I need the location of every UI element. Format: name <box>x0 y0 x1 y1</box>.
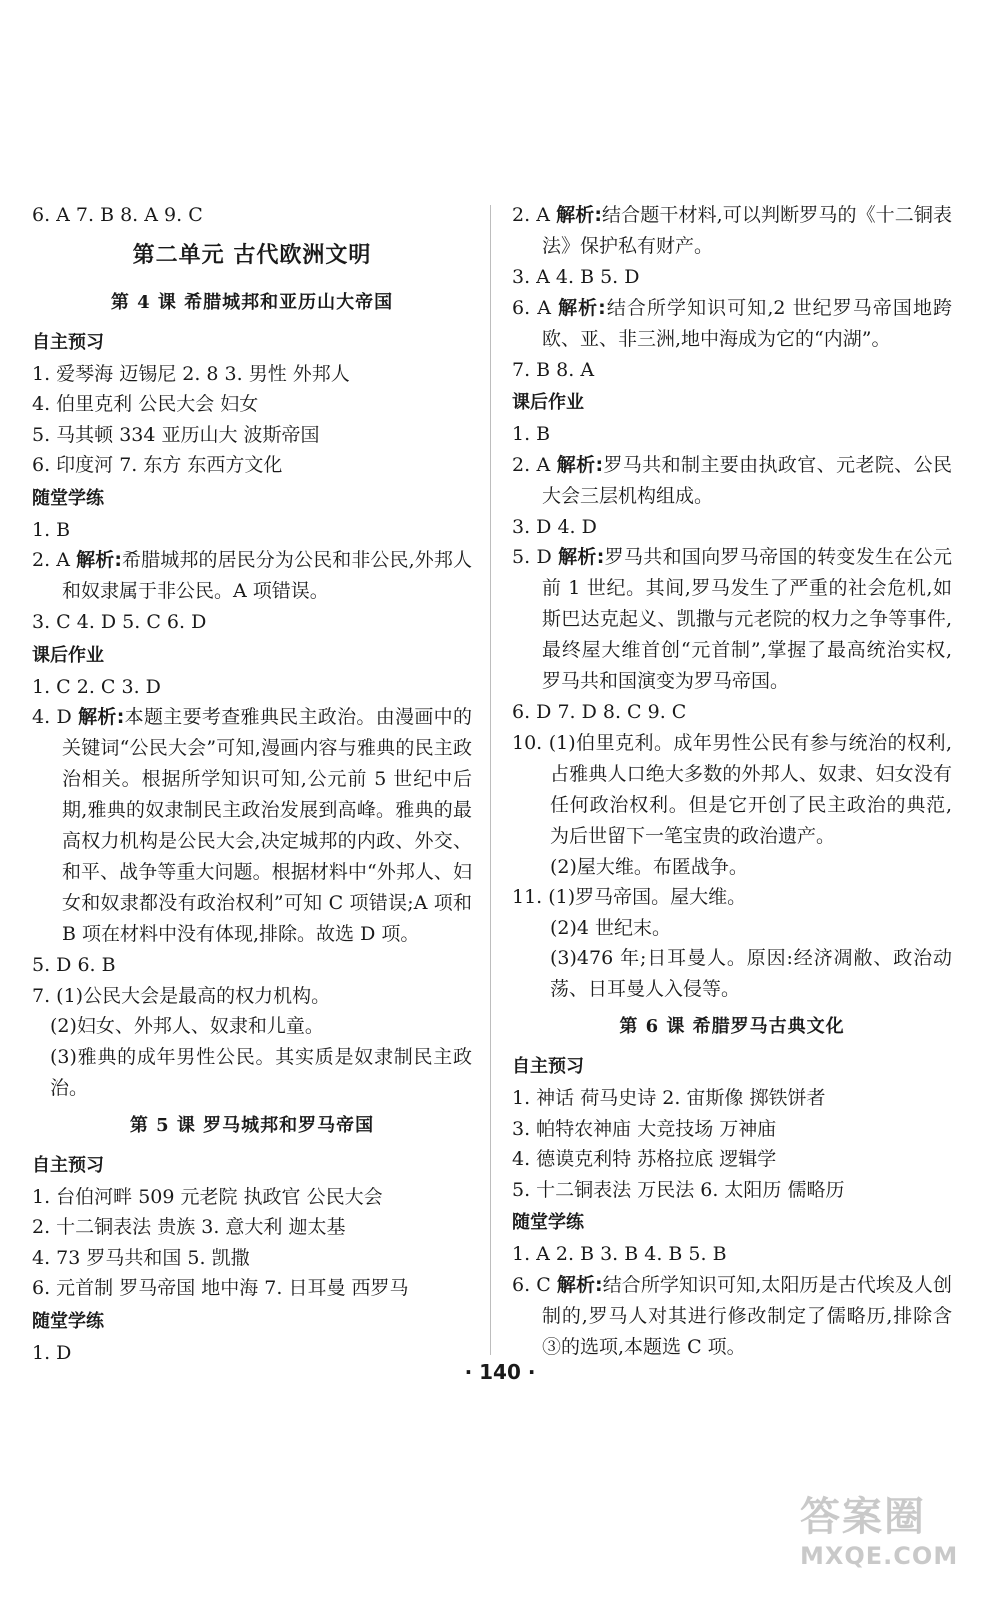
answer-line: 1. 神话 荷马史诗 2. 宙斯像 掷铁饼者 <box>512 1087 826 1109</box>
column-divider <box>490 205 491 1355</box>
answer-prefix: 2. A <box>512 204 557 226</box>
unit-title: 第二单元 古代欧洲文明 <box>132 242 372 268</box>
answer-subline: (2)屋大维。布匿战争。 <box>550 855 748 878</box>
explanation-label: 解析: <box>558 296 606 319</box>
explanation-text: 罗马共和制主要由执政官、元老院、公民大会三层机构组成。 <box>542 453 952 507</box>
answer-line: 3. D 4. D <box>512 515 597 538</box>
section-heading-preview: 自主预习 <box>32 1154 104 1176</box>
answer-line: 6. D 7. D 8. C 9. C <box>512 701 687 723</box>
answer-line: 11. (1)罗马帝国。屋大维。 <box>512 886 747 908</box>
section-heading-preview: 自主预习 <box>512 1056 584 1077</box>
answer-line: 4. 德谟克利特 苏格拉底 逻辑学 <box>512 1148 777 1170</box>
answer-subline: (2)4 世纪末。 <box>550 916 672 939</box>
explanation-label: 解析: <box>556 204 602 226</box>
answer-prefix: 6. C <box>512 1273 557 1296</box>
explanation-label: 解析: <box>78 706 125 728</box>
answer-explanation <box>512 1270 952 1363</box>
answer-line: 6. 元首制 罗马帝国 地中海 7. 日耳曼 西罗马 <box>32 1277 409 1299</box>
answer-line: 6. A 7. B 8. A 9. C <box>32 204 203 226</box>
answer-line: 3. C 4. D 5. C 6. D <box>32 611 207 633</box>
explanation-label: 解析: <box>558 546 605 568</box>
answer-line: 1. B <box>32 518 71 541</box>
answer-line: 1. B <box>512 423 551 445</box>
answer-prefix: 2. A <box>32 549 77 571</box>
explanation-text: 结合所学知识可知,2 世纪罗马帝国地跨欧、亚、非三洲,地中海成为它的“内湖”。 <box>542 296 953 350</box>
section-heading-class-practice: 随堂学练 <box>32 487 104 509</box>
answer-subline: (2)妇女、外邦人、奴隶和儿童。 <box>50 1015 324 1037</box>
explanation-text: 结合所学知识可知,太阳历是古代埃及人创制的,罗马人对其进行修改制定了儒略历,排除含③的选项,本题选 C 项。 <box>542 1273 952 1358</box>
explanation-label: 解析: <box>76 549 122 571</box>
answer-prefix: 4. D <box>32 706 79 728</box>
section-heading-homework: 课后作业 <box>32 644 104 666</box>
answer-line: 7. B 8. A <box>512 358 595 381</box>
answer-line: 7. (1)公民大会是最高的权力机构。 <box>32 984 331 1007</box>
section-heading-preview: 自主预习 <box>32 331 104 353</box>
answer-line: 6. 印度河 7. 东方 东西方文化 <box>32 454 283 476</box>
left-column <box>32 200 472 1368</box>
explanation-label: 解析: <box>556 453 604 476</box>
watermark-top: 答案圈 <box>800 1494 926 1540</box>
answer-prefix: 6. A <box>512 296 559 319</box>
page-number: · 140 · <box>464 1360 536 1384</box>
answer-explanation <box>32 702 472 950</box>
watermark-logo <box>800 1485 970 1575</box>
explanation-label: 解析: <box>556 1273 603 1296</box>
lesson-5-title: 第 5 课 罗马城邦和罗马帝国 <box>129 1114 375 1136</box>
explanation-text: 罗马共和国向罗马帝国的转变发生在公元前 1 世纪。其间,罗马发生了严重的社会危机,如斯巴达克起义、凯撒与元老院的权力之争等事件,最终屋大维首创“元首制”,掌握了最高统治实权,罗马共和国演变为罗马帝国。 <box>542 546 952 692</box>
answer-line: 1. 爱琴海 迈锡尼 2. 8 3. 男性 外邦人 <box>32 362 350 385</box>
answer-line: 3. 帕特农神庙 大竞技场 万神庙 <box>512 1117 777 1140</box>
lesson-4-title: 第 4 课 希腊城邦和亚历山大帝国 <box>110 291 394 313</box>
answer-subline: (3)476 年;日耳曼人。原因:经济凋敝、政治动荡、日耳曼人入侵等。 <box>550 947 952 1000</box>
answer-line: 2. 十二铜表法 贵族 3. 意大利 迦太基 <box>32 1216 346 1238</box>
answer-line: 1. D <box>32 1341 72 1364</box>
answer-line: 5. 马其顿 334 亚历山大 波斯帝国 <box>32 423 320 446</box>
answer-line: 4. 73 罗马共和国 5. 凯撒 <box>32 1246 250 1269</box>
answer-line: 5. D 6. B <box>32 954 116 976</box>
section-heading-homework: 课后作业 <box>512 392 584 413</box>
lesson-6-title: 第 6 课 希腊罗马古典文化 <box>619 1016 845 1037</box>
answer-subline: (3)雅典的成年男性公民。其实质是奴隶制民主政治。 <box>50 1045 472 1099</box>
watermark-bottom: MXQE.COM <box>800 1542 959 1570</box>
explanation-text: 结合题干材料,可以判断罗马的《十二铜表法》保护私有财产。 <box>542 204 952 257</box>
right-column <box>512 200 952 1363</box>
explanation-text: 本题主要考查雅典民主政治。由漫画中的关键词“公民大会”可知,漫画内容与雅典的民主政治相关。根据所学知识可知,公元前 5 世纪中后期,雅典的奴隶制民主政治发展到高峰。雅典的最高权力机构是公民大会,决定城邦的内政、外交、和平、战争等重大问题。根据材料中“外邦人、妇女和奴隶都没有政治权利”可知 C 项错误;A 项和 B 项在材料中没有体现,排除。故选 D 项。 <box>62 706 472 945</box>
section-heading-class-practice: 随堂学练 <box>32 1310 104 1332</box>
answer-explanation <box>512 542 952 697</box>
answer-line: 5. 十二铜表法 万民法 6. 太阳历 儒略历 <box>512 1178 845 1201</box>
answer-line: 4. 伯里克利 公民大会 妇女 <box>32 393 259 415</box>
answer-explanation <box>32 545 472 607</box>
answer-explanation <box>512 200 952 262</box>
answer-explanation <box>512 293 952 355</box>
answer-line: 1. 台伯河畔 509 元老院 执政官 公民大会 <box>32 1185 383 1208</box>
answer-line: 1. A 2. B 3. B 4. B 5. B <box>512 1243 727 1265</box>
answer-line: 1. C 2. C 3. D <box>32 675 161 698</box>
answer-prefix: 5. D <box>512 546 559 568</box>
answer-line: 3. A 4. B 5. D <box>512 266 640 288</box>
answer-explanation: 10. (1)伯里克利。成年男性公民有参与统治的权利,占雅典人口绝大多数的外邦人、奴隶、妇女没有任何政治权利。但是它开创了民主政治的典范,为后世留下一笔宝贵的政治遗产。 <box>512 731 952 847</box>
section-heading-class-practice: 随堂学练 <box>512 1212 584 1233</box>
answer-prefix: 2. A <box>512 453 557 476</box>
answer-explanation <box>512 450 952 512</box>
explanation-text: 希腊城邦的居民分为公民和非公民,外邦人和奴隶属于非公民。A 项错误。 <box>62 549 472 602</box>
